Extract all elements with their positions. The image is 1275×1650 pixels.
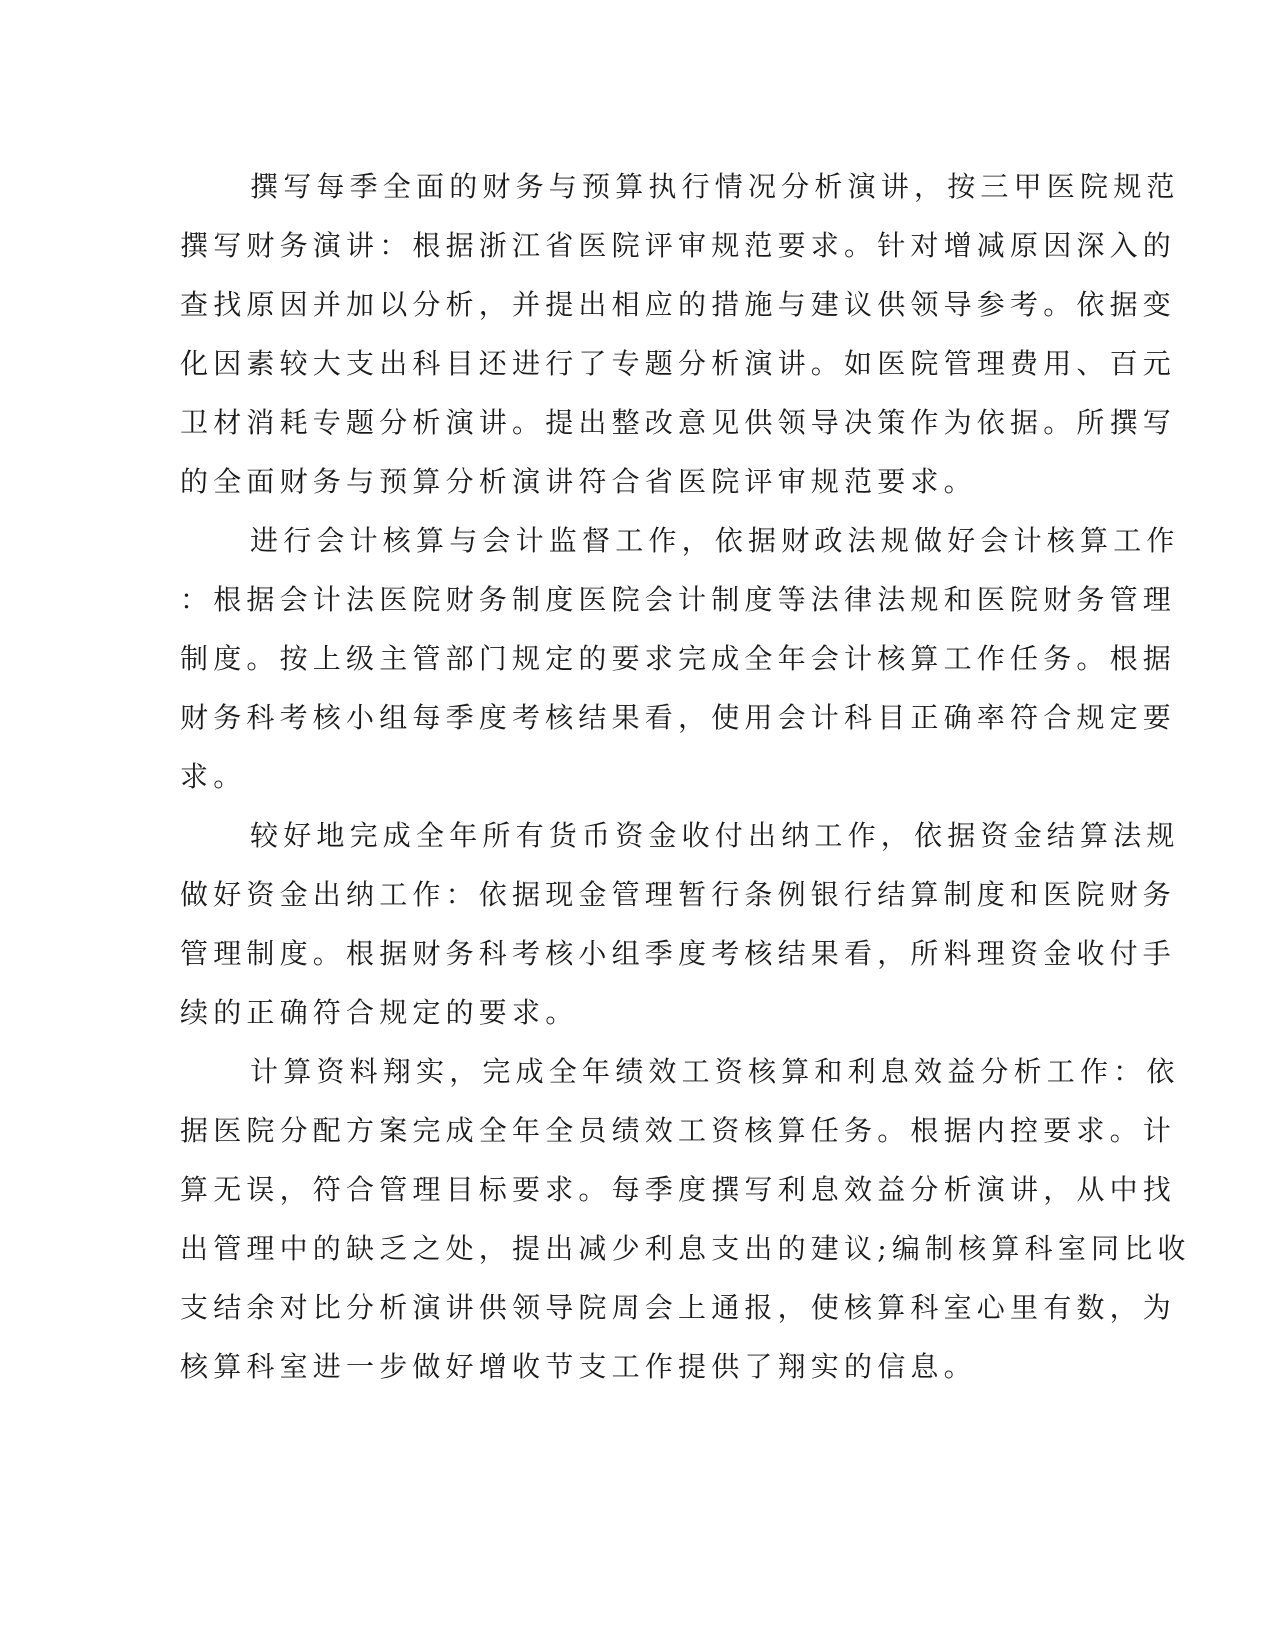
paragraph-line: 管理制度。根据财务科考核小组季度考核结果看，所料理资金收付手 bbox=[180, 937, 1177, 970]
paragraph-cashier bbox=[180, 806, 1180, 1042]
paragraph-line: 求。 bbox=[180, 760, 247, 793]
paragraph-line: ：根据会计法医院财务制度医院会计制度等法律法规和医院财务管理 bbox=[180, 583, 1177, 616]
paragraph-line: 核算科室进一步做好增收节支工作提供了翔实的信息。 bbox=[180, 1350, 977, 1383]
paragraph-accounting bbox=[180, 511, 1180, 806]
paragraph-line: 较好地完成全年所有货币资金收付出纳工作，依据资金结算法规 bbox=[250, 819, 1180, 852]
paragraph-line: 卫材消耗专题分析演讲。提出整改意见供领导决策作为依据。所撰写 bbox=[180, 406, 1177, 439]
paragraph-line: 续的正确符合规定的要求。 bbox=[180, 996, 579, 1029]
paragraph-budget-analysis bbox=[180, 157, 1180, 511]
paragraph-line: 计算资料翔实，完成全年绩效工资核算和利息效益分析工作：依 bbox=[250, 1055, 1180, 1088]
paragraph-line: 据医院分配方案完成全年全员绩效工资核算任务。根据内控要求。计 bbox=[180, 1114, 1177, 1147]
paragraph-line: 算无误，符合管理目标要求。每季度撰写利息效益分析演讲，从中找 bbox=[180, 1173, 1177, 1206]
paragraph-line: 支结余对比分析演讲供领导院周会上通报，使核算科室心里有数，为 bbox=[180, 1291, 1177, 1324]
document-body bbox=[180, 157, 1191, 1396]
paragraph-line: 查找原因并加以分析，并提出相应的措施与建议供领导参考。依据变 bbox=[180, 288, 1177, 321]
paragraph-line: 撰写每季全面的财务与预算执行情况分析演讲，按三甲医院规范 bbox=[250, 170, 1180, 203]
paragraph-line: 撰写财务演讲：根据浙江省医院评审规范要求。针对增减原因深入的 bbox=[180, 229, 1177, 262]
paragraph-line: 做好资金出纳工作：依据现金管理暂行条例银行结算制度和医院财务 bbox=[180, 878, 1177, 911]
paragraph-performance-pay bbox=[180, 1042, 1191, 1396]
paragraph-line: 财务科考核小组每季度考核结果看，使用会计科目正确率符合规定要 bbox=[180, 701, 1177, 734]
paragraph-line: 制度。按上级主管部门规定的要求完成全年会计核算工作任务。根据 bbox=[180, 642, 1177, 675]
paragraph-line: 化因素较大支出科目还进行了专题分析演讲。如医院管理费用、百元 bbox=[180, 347, 1177, 380]
paragraph-line: 的全面财务与预算分析演讲符合省医院评审规范要求。 bbox=[180, 465, 977, 498]
paragraph-line: 进行会计核算与会计监督工作，依据财政法规做好会计核算工作 bbox=[250, 524, 1180, 557]
paragraph-line: 出管理中的缺乏之处，提出减少利息支出的建议;编制核算科室同比收 bbox=[180, 1232, 1191, 1265]
